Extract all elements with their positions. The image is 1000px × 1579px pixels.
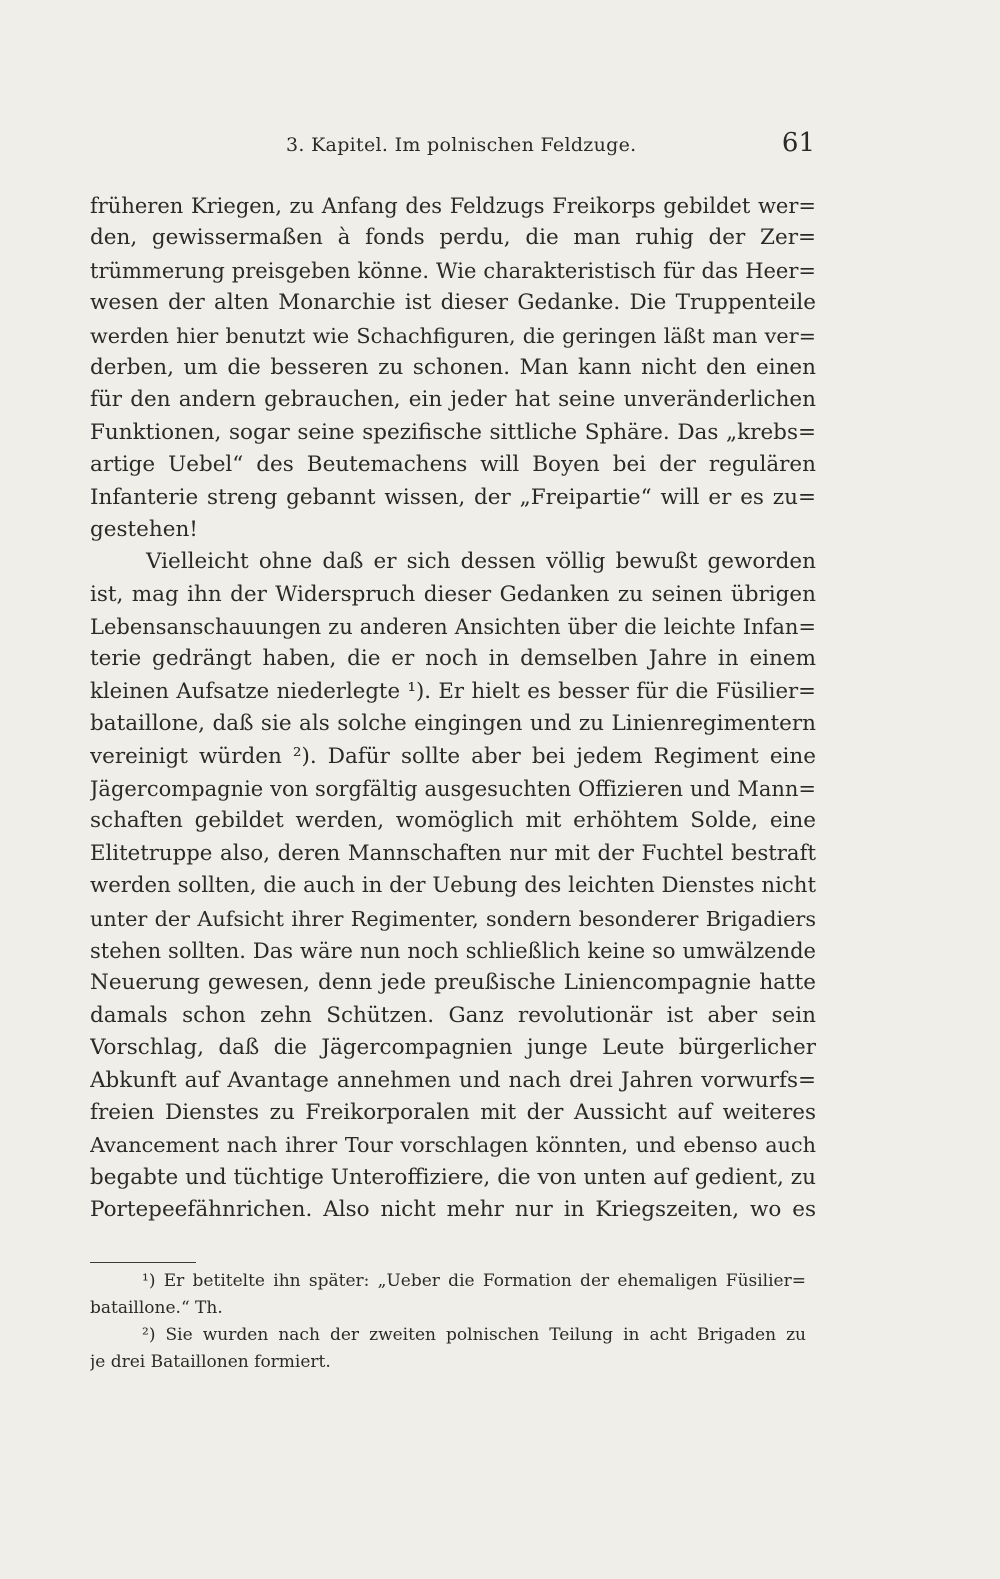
text-line: den, gewissermaßen à fonds perdu, die man ruhig der Zer= xyxy=(90,225,816,251)
text-line: früheren Kriegen, zu Anfang des Feldzugs Freikorps gebildet wer= xyxy=(90,194,816,218)
text-line: vereinigt würden ²). Dafür sollte aber bei jedem Regiment eine xyxy=(90,743,816,769)
text-line: bataillone, daß sie als solche eingingen und zu Linienregimentern xyxy=(90,711,816,737)
text-line: damals schon zehn Schützen. Ganz revolutionär ist aber sein xyxy=(90,1002,816,1028)
body-text xyxy=(90,190,816,1227)
text-line: derben, um die besseren zu schonen. Man kann nicht den einen xyxy=(90,354,816,380)
footnote-line: je drei Bataillonen formiert. xyxy=(90,1352,331,1372)
text-line: gestehen! xyxy=(90,516,198,542)
text-line: Elitetruppe also, deren Mannschaften nur mit der Fuchtel bestraft xyxy=(90,840,816,866)
text-line: artige Uebel“ des Beutemachens will Boyen bei der regulären xyxy=(90,452,816,478)
text-line: wesen der alten Monarchie ist dieser Gedanke. Die Truppenteile xyxy=(90,290,816,316)
text-line: unter der Aufsicht ihrer Regimenter, sondern besonderer Brigadiers xyxy=(90,906,816,931)
text-line: trümmerung preisgeben könne. Wie charakteristisch für das Heer= xyxy=(90,258,816,283)
footnote-divider xyxy=(90,1262,196,1263)
text-line: Avancement nach ihrer Tour vorschlagen könnten, und ebenso auch xyxy=(90,1133,816,1158)
footnote-line: ²) Sie wurden nach der zweiten polnischen Teilung in acht Brigaden zu xyxy=(142,1325,806,1345)
text-line: werden hier benutzt wie Schachfiguren, die geringen läßt man ver= xyxy=(90,323,816,348)
text-line: Abkunft auf Avantage annehmen und nach drei Jahren vorwurfs= xyxy=(90,1067,816,1093)
text-line: ist, mag ihn der Widerspruch dieser Gedanken zu seinen übrigen xyxy=(90,581,816,607)
footnote-line: bataillone.“ Th. xyxy=(90,1298,223,1318)
text-line: Portepeefähnrichen. Also nicht mehr nur in Kriegszeiten, wo es xyxy=(90,1197,816,1223)
page-number: 61 xyxy=(781,128,815,158)
text-line: Neuerung gewesen, denn jede preußische Liniencompagnie hatte xyxy=(90,970,816,996)
text-line: Infanterie streng gebannt wissen, der „Freipartie“ will er es zu= xyxy=(90,484,816,510)
text-line: stehen sollten. Das wäre nun noch schließlich keine so umwälzende xyxy=(90,938,816,963)
text-line: Vorschlag, daß die Jägercompagnien junge Leute bürgerlicher xyxy=(90,1035,816,1061)
footnotes xyxy=(90,1268,806,1376)
text-line: werden sollten, die auch in der Uebung des leichten Dienstes nicht xyxy=(90,873,816,899)
text-line: Jägercompagnie von sorgfältig ausgesuchten Offizieren und Mann= xyxy=(90,777,816,802)
text-line: für den andern gebrauchen, ein jeder hat seine unveränderlichen xyxy=(90,387,816,413)
text-line: schaften gebildet werden, womöglich mit erhöhtem Solde, eine xyxy=(90,808,816,834)
text-line: terie gedrängt haben, die er noch in demselben Jahre in einem xyxy=(90,646,816,672)
running-title: 3. Kapitel. Im polnischen Feldzuge. xyxy=(286,134,637,156)
footnote-line: ¹) Er betitelte ihn später: „Ueber die Formation der ehemaligen Füsilier= xyxy=(142,1271,806,1291)
text-line: Lebensanschauungen zu anderen Ansichten über die leichte Infan= xyxy=(90,615,816,640)
text-line: kleinen Aufsatze niederlegte ¹). Er hielt es besser für die Füsilier= xyxy=(90,678,816,704)
text-line: freien Dienstes zu Freikorporalen mit der Aussicht auf weiteres xyxy=(90,1099,816,1125)
text-line: Vielleicht ohne daß er sich dessen völlig bewußt geworden xyxy=(146,549,816,575)
text-line: begabte und tüchtige Unteroffiziere, die von unten auf gedient, zu xyxy=(90,1164,816,1190)
text-line: Funktionen, sogar seine spezifische sittliche Sphäre. Das „krebs= xyxy=(90,419,816,445)
running-head xyxy=(90,128,815,168)
